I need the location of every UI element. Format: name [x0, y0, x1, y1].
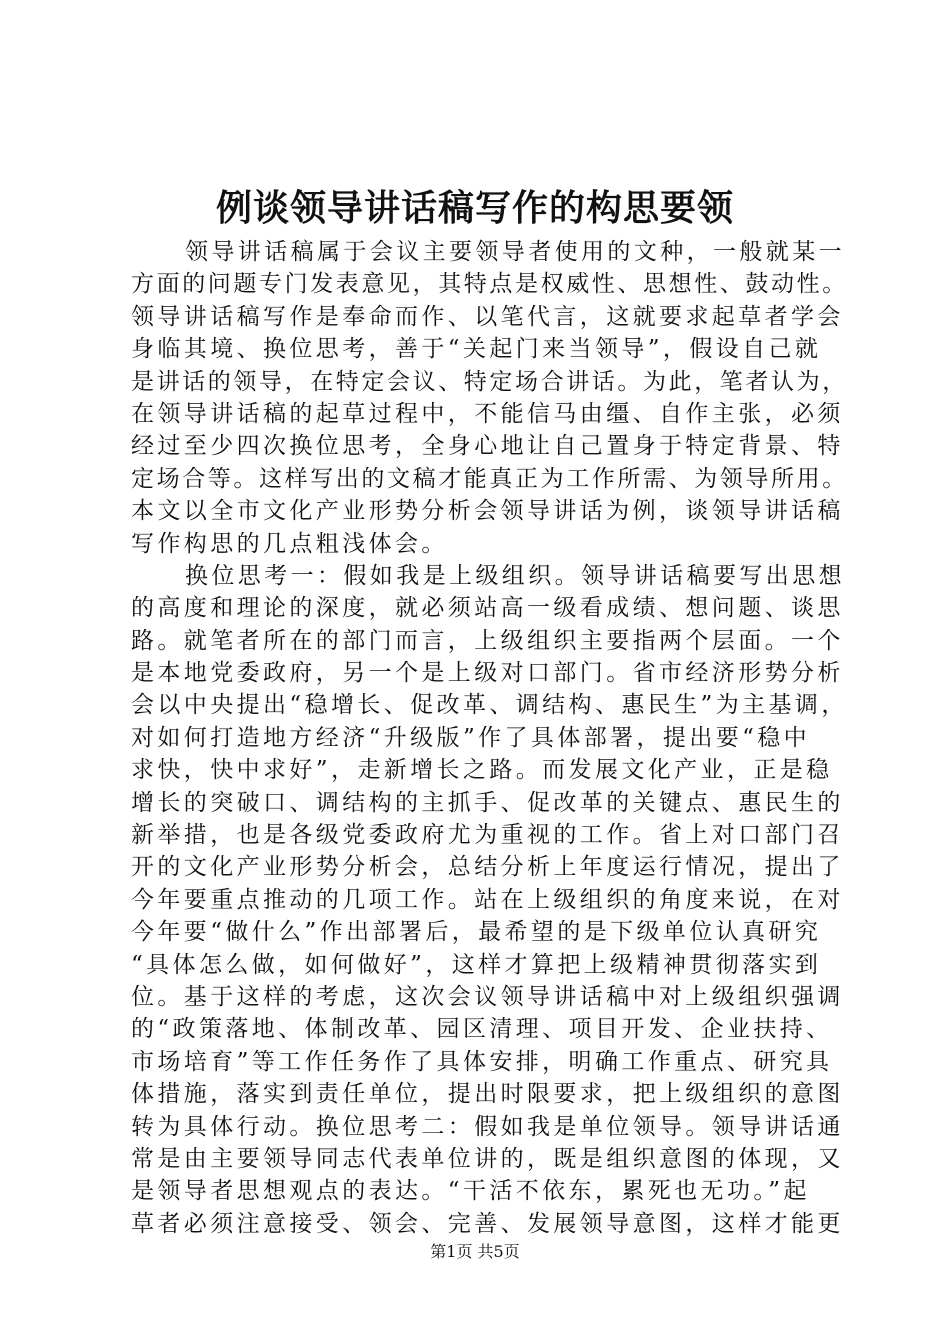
- text-line: 在领导讲话稿的起草过程中，不能信马由缰、自作主张，必须: [131, 400, 844, 427]
- text-line: 是本地党委政府，另一个是上级对口部门。省市经济形势分析: [131, 660, 844, 687]
- text-line: 今年要“做什么”作出部署后，最希望的是下级单位认真研究: [131, 919, 822, 946]
- text-line: 身临其境、换位思考，善于“关起门来当领导”，假设自己就: [131, 336, 822, 363]
- text-line: 领导讲话稿属于会议主要领导者使用的文种，一般就某一: [185, 239, 845, 265]
- text-line: 常是由主要领导同志代表单位讲的，既是组织意图的体现，又: [131, 1145, 844, 1172]
- text-line: 定场合等。这样写出的文稿才能真正为工作所需、为领导所用。: [131, 465, 848, 492]
- text-line: “具体怎么做，如何做好”，这样才算把上级精神贯彻落实到: [131, 951, 822, 978]
- text-line: 路。就笔者所在的部门而言，上级组织主要指两个层面。一个: [131, 627, 844, 654]
- text-line: 转为具体行动。换位思考二：假如我是单位领导。领导讲话通: [131, 1113, 844, 1140]
- text-line: 方面的问题专门发表意见，其特点是权威性、思想性、鼓动性。: [131, 271, 848, 298]
- text-line: 草者必须注意接受、领会、完善、发展领导意图，这样才能更: [131, 1210, 844, 1237]
- text-line: 增长的突破口、调结构的主抓手、促改革的关键点、惠民生的: [131, 789, 844, 816]
- text-line: 市场培育”等工作任务作了具体安排，明确工作重点、研究具: [131, 1048, 833, 1075]
- text-line: 会以中央提出“稳增长、促改革、调结构、惠民生”为主基调，: [131, 692, 848, 719]
- text-line: 体措施，落实到责任单位，提出时限要求，把上级组织的意图: [131, 1081, 844, 1108]
- text-line: 位。基于这样的考虑，这次会议领导讲话稿中对上级组织强调: [131, 983, 844, 1010]
- page-footer: 第1页 共5页: [430, 1242, 520, 1261]
- text-line: 是讲话的领导，在特定会议、特定场合讲话。为此，笔者认为，: [131, 368, 848, 395]
- text-line: 本文以全市文化产业形势分析会领导讲话为例，谈领导讲话稿: [131, 498, 844, 525]
- text-line: 的高度和理论的深度，就必须站高一级看成绩、想问题、谈思: [131, 595, 844, 622]
- text-line: 求快，快中求好”，走新增长之路。而发展文化产业，正是稳: [131, 757, 833, 784]
- text-line: 换位思考一：假如我是上级组织。领导讲话稿要写出思想: [185, 562, 845, 589]
- text-line: 对如何打造地方经济“升级版”作了具体部署，提出要“稳中: [131, 724, 811, 751]
- text-line: 经过至少四次换位思考，全身心地让自己置身于特定背景、特: [131, 433, 844, 460]
- text-line: 今年要重点推动的几项工作。站在上级组织的角度来说，在对: [131, 886, 844, 913]
- text-line: 领导讲话稿写作是奉命而作、以笔代言，这就要求起草者学会: [131, 303, 844, 330]
- text-line: 的“政策落地、体制改革、园区清理、项目开发、企业扶持、: [131, 1016, 833, 1043]
- text-line: 新举措，也是各级党委政府尤为重视的工作。省上对口部门召: [131, 822, 844, 849]
- document-body: [131, 236, 851, 1240]
- document-title: 例谈领导讲话稿写作的构思要领: [215, 187, 734, 229]
- text-line: 写作构思的几点粗浅体会。: [131, 530, 448, 557]
- text-line: 是领导者思想观点的表达。“干活不依东，累死也无功。”起: [131, 1178, 810, 1205]
- text-line: 开的文化产业形势分析会，总结分析上年度运行情况，提出了: [131, 854, 844, 881]
